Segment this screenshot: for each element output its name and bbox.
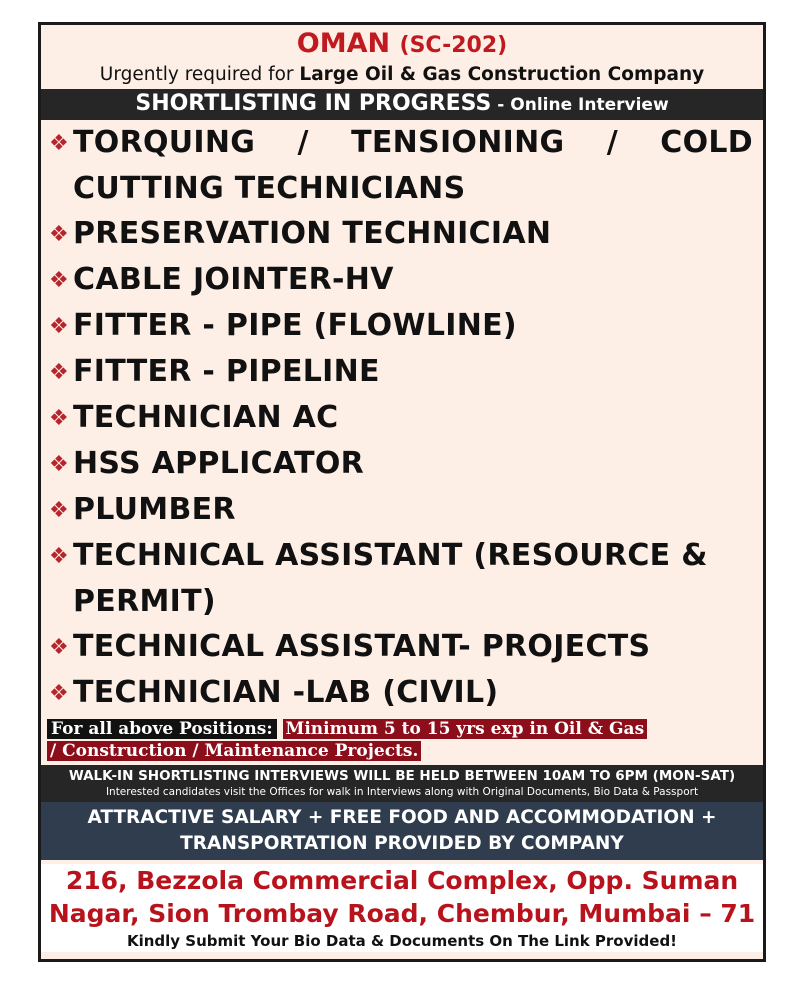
position-item xyxy=(49,257,763,303)
country-title: OMAN xyxy=(296,28,391,59)
status-banner xyxy=(41,89,763,120)
position-item xyxy=(49,120,763,211)
position-title: HSS APPLICATOR xyxy=(73,446,365,481)
position-item xyxy=(49,441,763,487)
position-title: TORQUING / TENSIONING / COLD CUTTING TECHNICIANS xyxy=(73,125,753,206)
company-description: Large Oil & Gas Construction Company xyxy=(299,64,705,85)
diamond-bullet-icon: ❖ xyxy=(49,359,69,384)
position-title: TECHNICIAN -LAB (CIVIL) xyxy=(73,675,499,710)
diamond-bullet-icon: ❖ xyxy=(49,451,69,476)
position-title: PRESERVATION TECHNICIAN xyxy=(73,216,552,251)
position-item xyxy=(49,211,763,257)
walkin-schedule: WALK-IN SHORTLISTING INTERVIEWS WILL BE HELD BETWEEN 10AM TO 6PM (MON-SAT) xyxy=(68,768,736,784)
address-line-1: 216, Bezzola Commercial Complex, Opp. Suman xyxy=(65,866,739,895)
position-title: PLUMBER xyxy=(73,492,236,527)
position-title: TECHNICAL ASSISTANT- PROJECTS xyxy=(73,629,651,664)
diamond-bullet-icon: ❖ xyxy=(49,497,69,522)
address-line-2: Nagar, Sion Trombay Road, Chembur, Mumbai – 71 xyxy=(48,899,756,928)
position-title: FITTER - PIPE (FLOWLINE) xyxy=(73,308,517,343)
requirement-label: For all above Positions: xyxy=(47,719,277,739)
walkin-instructions: Interested candidates visit the Offices for walk in Interviews along with Original Documents, Bio Data & Passport xyxy=(105,786,699,798)
diamond-bullet-icon: ❖ xyxy=(49,405,69,430)
position-title: TECHNICAL ASSISTANT (RESOURCE & PERMIT) xyxy=(73,538,708,619)
walkin-band xyxy=(41,765,763,802)
diamond-bullet-icon: ❖ xyxy=(49,313,69,338)
diamond-bullet-icon: ❖ xyxy=(49,221,69,246)
positions-list xyxy=(41,120,763,716)
job-advertisement xyxy=(38,22,766,962)
requirement-line-1: Minimum 5 to 15 yrs exp in Oil & Gas xyxy=(283,719,648,739)
ad-title xyxy=(41,27,763,63)
diamond-bullet-icon: ❖ xyxy=(49,634,69,659)
office-address xyxy=(41,864,763,930)
diamond-bullet-icon: ❖ xyxy=(49,543,69,568)
requirement-block xyxy=(41,718,763,762)
position-item xyxy=(49,624,763,670)
reference-code: (SC-202) xyxy=(399,33,508,58)
position-item xyxy=(49,395,763,441)
submission-note: Kindly Submit Your Bio Data & Documents On The Link Provided! xyxy=(41,930,763,952)
position-title: FITTER - PIPELINE xyxy=(73,354,380,389)
ad-subtitle xyxy=(41,63,763,87)
position-title: CABLE JOINTER-HV xyxy=(73,262,394,297)
salary-line-1: ATTRACTIVE SALARY + FREE FOOD AND ACCOMMODATION + xyxy=(87,807,717,828)
diamond-bullet-icon: ❖ xyxy=(49,130,69,155)
salary-band xyxy=(41,802,763,860)
diamond-bullet-icon: ❖ xyxy=(49,680,69,705)
position-item xyxy=(49,349,763,395)
position-title: TECHNICIAN AC xyxy=(73,400,339,435)
position-item xyxy=(49,533,763,624)
requirement-line-2: / Construction / Maintenance Projects. xyxy=(47,741,421,761)
position-item xyxy=(49,303,763,349)
contact-section xyxy=(41,864,763,952)
salary-line-2: TRANSPORTATION PROVIDED BY COMPANY xyxy=(180,833,624,854)
subtitle-prefix: Urgently required for xyxy=(99,64,300,85)
position-item xyxy=(49,670,763,716)
banner-main: SHORTLISTING IN PROGRESS xyxy=(135,91,492,116)
banner-sub: - Online Interview xyxy=(491,95,669,115)
diamond-bullet-icon: ❖ xyxy=(49,267,69,292)
position-item xyxy=(49,487,763,533)
